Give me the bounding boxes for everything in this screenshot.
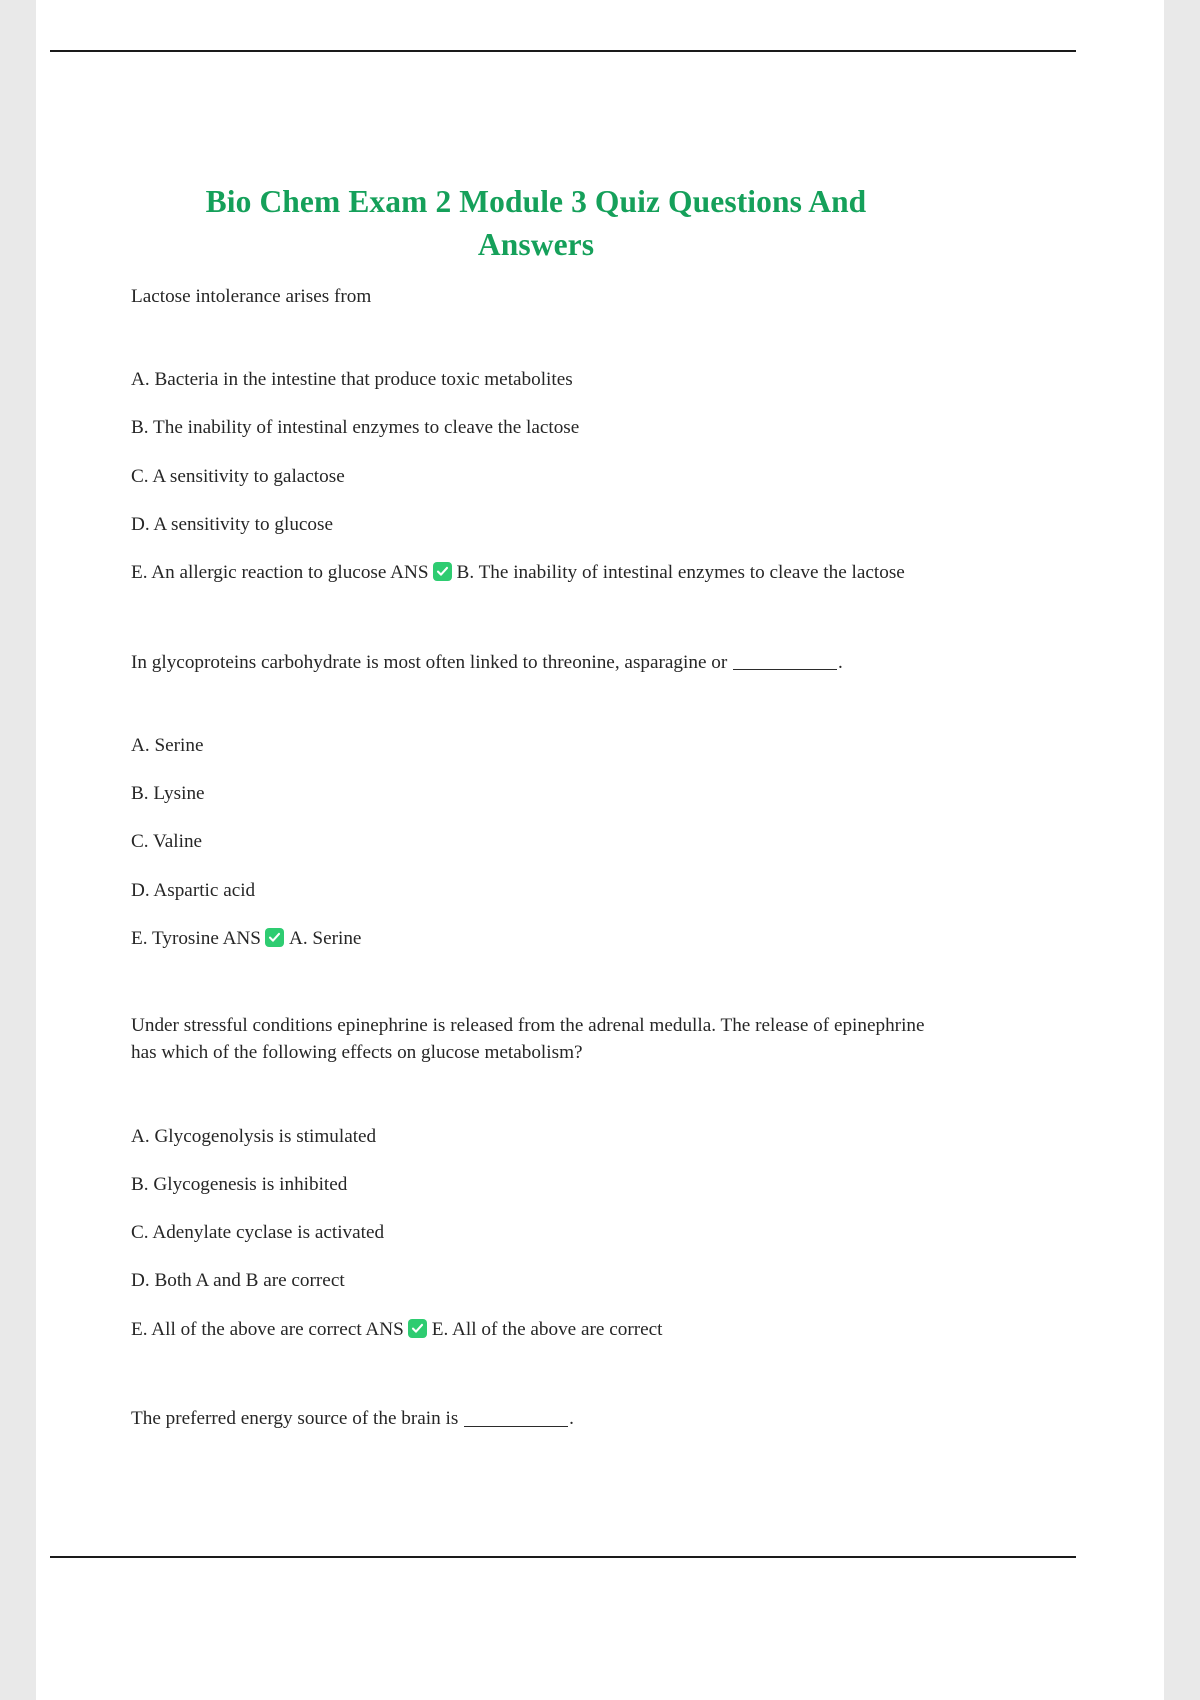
question-1-option-c: C. A sensitivity to galactose	[131, 465, 345, 487]
document-body	[131, 180, 941, 1432]
spacer	[131, 393, 941, 414]
question-1-stem: Lactose intolerance arises from	[131, 285, 372, 307]
question-3-option-d: D. Both A and B are correct	[131, 1270, 345, 1292]
spacer	[131, 904, 941, 925]
spacer	[131, 1150, 941, 1171]
spacer	[131, 1295, 941, 1316]
spacer	[131, 587, 941, 649]
spacer	[131, 442, 941, 463]
question-2-option-c: C. Valine	[131, 831, 203, 853]
question-3-option-e-label: E. All of the above are correct ANS	[131, 1318, 404, 1340]
page-title: Bio Chem Exam 2 Module 3 Quiz Questions And Answers	[205, 184, 867, 263]
question-3-option-c: C. Adenylate cyclase is activated	[131, 1222, 385, 1244]
question-3-answer-text: E. All of the above are correct	[431, 1318, 663, 1340]
question-3-option-b: B. Glycogenesis is inhibited	[131, 1173, 348, 1195]
question-2-stem	[131, 649, 941, 676]
question-3-stem: Under stressful conditions epinephrine is released from the adrenal medulla. The release of epinephrine has which of the following effects on glucose metabolism?	[131, 1015, 925, 1064]
spacer	[131, 538, 941, 559]
green-check-icon	[265, 928, 284, 947]
question-2-option-a: A. Serine	[131, 734, 204, 756]
spacer	[131, 1198, 941, 1219]
question-block-2	[131, 649, 941, 953]
question-3-option-e-with-answer	[131, 1316, 941, 1343]
question-4-stem	[131, 1405, 941, 1432]
page-bottom-rule	[50, 1556, 1076, 1558]
spacer	[131, 807, 941, 828]
fill-in-blank	[733, 651, 837, 670]
question-1-option-a: A. Bacteria in the intestine that produce toxic metabolites	[131, 369, 573, 391]
question-1-option-e-label: E. An allergic reaction to glucose ANS	[131, 562, 429, 584]
question-block-1	[131, 283, 941, 587]
question-1-option-b: B. The inability of intestinal enzymes to cleave the lactose	[131, 417, 580, 439]
question-4-stem-tail: .	[569, 1407, 574, 1429]
question-4-stem-text: The preferred energy source of the brain is	[131, 1407, 464, 1429]
question-2-stem-text: In glycoproteins carbohydrate is most often linked to threonine, asparagine or	[131, 651, 733, 673]
question-2-option-b: B. Lysine	[131, 783, 205, 805]
spacer	[131, 952, 941, 1012]
question-2-option-d: D. Aspartic acid	[131, 879, 256, 901]
question-2-option-e-label: E. Tyrosine ANS	[131, 927, 261, 949]
fill-in-blank	[464, 1408, 568, 1427]
green-check-icon	[408, 1319, 427, 1338]
spacer	[131, 676, 941, 732]
spacer	[131, 1343, 941, 1405]
question-block-3	[131, 1012, 941, 1343]
document-page	[36, 0, 1164, 1700]
green-check-icon	[433, 562, 452, 581]
question-2-stem-tail: .	[838, 651, 843, 673]
page-top-rule	[50, 50, 1076, 52]
spacer	[131, 856, 941, 877]
question-block-4	[131, 1405, 941, 1432]
spacer	[131, 310, 941, 366]
spacer	[131, 759, 941, 780]
question-2-answer-text: A. Serine	[288, 927, 362, 949]
question-1-option-e-with-answer	[131, 559, 941, 586]
question-1-answer-text: B. The inability of intestinal enzymes to cleave the lactose	[456, 562, 905, 584]
question-3-option-a: A. Glycogenolysis is stimulated	[131, 1125, 377, 1147]
spacer	[131, 490, 941, 511]
spacer	[131, 1067, 941, 1123]
spacer	[131, 1246, 941, 1267]
question-2-option-e-with-answer	[131, 925, 941, 952]
question-1-option-d: D. A sensitivity to glucose	[131, 514, 334, 535]
